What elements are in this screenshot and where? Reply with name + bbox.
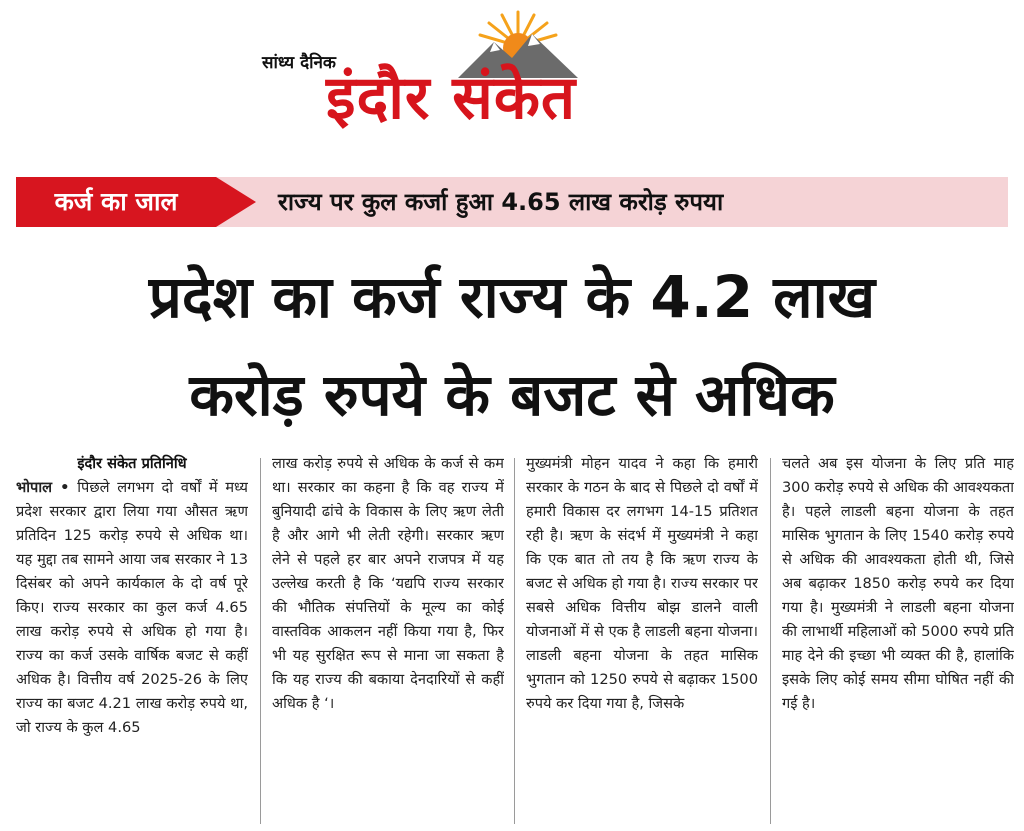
newspaper-name: इंदौर संकेत: [326, 63, 577, 133]
article-column-3: [526, 452, 758, 824]
column-divider: [770, 458, 771, 824]
column-divider: [514, 458, 515, 824]
byline: इंदौर संकेत प्रतिनिधि: [77, 455, 187, 472]
column-4-text: चलते अब इस योजना के लिए प्रति माह 300 करोड़ रुपये से अधिक की आवश्यकता है। पहले लाडली बहना योजना के तहत मासिक भुगतान के लिए 1540 करोड़ रुपये से अधिक की आवश्यकता होती थी, जिसे अब बढ़ाकर 1850 करोड़ रुपये कर दिया गया है। मुख्यमंत्री ने लाडली बहना योजना की लाभार्थी महिलाओं को 5000 रुपये प्रति माह देने की इच्छा भी व्यक्त की है, हालांकि इसके लिए कोई समय सीमा घोषित नहीं की गई है।: [782, 455, 1014, 712]
masthead: [0, 0, 1024, 168]
banner-arrow-icon: [216, 177, 256, 227]
banner-tag: कर्ज का जाल: [16, 177, 216, 227]
headline-line-1: प्रदेश का कर्ज राज्य के 4.2 लाख: [148, 263, 876, 331]
column-divider: [260, 458, 261, 824]
article-column-4: [782, 452, 1014, 824]
column-1-text: पिछले लगभग दो वर्षों में मध्य प्रदेश सरकार द्वारा लिया गया औसत ऋण प्रतिदिन 125 करोड़ रुपये से अधिक था। यह मुद्दा तब सामने आया जब सरकार ने 13 दिसंबर को अपने कार्यकाल के दो वर्ष पूरे किए। राज्य सरकार का कुल कर्ज 4.65 लाख करोड़ रुपये से अधिक हो गया है। राज्य का कर्ज उसके वार्षिक बजट से कहीं अधिक है। वित्तीय वर्ष 2025-26 के लिए राज्य का बजट 4.21 लाख करोड़ रुपये था, जो राज्य के कुल 4.65: [16, 479, 248, 736]
article-column-1: [16, 452, 248, 824]
article-column-2: [272, 452, 504, 824]
kicker-banner: [16, 177, 1008, 227]
column-2-text: लाख करोड़ रुपये से अधिक के कर्ज से कम था। सरकार का कहना है कि वह राज्य में बुनियादी ढांचे के विकास के लिए ऋण लेती है और आगे भी लेती रहेगी। सरकार ऋण लेने से पहले हर बार अपने राजपत्र में यह उल्लेख करती है कि ‘यद्यपि राज्य सरकार की भौतिक संपत्तियों के मूल्य का कोई वास्तविक आकलन नहीं किया गया है, फिर भी यह सुरक्षित रूप से माना जा सकता है कि यह राज्य की बकाया देनदारियों से कहीं अधिक है ‘।: [272, 455, 504, 712]
banner-text: राज्य पर कुल कर्जा हुआ 4.65 लाख करोड़ रुपया: [278, 188, 724, 216]
dateline: भोपाल •: [16, 479, 70, 496]
headline-line-2: करोड़ रुपये के बजट से अधिक: [189, 361, 835, 429]
column-3-text: मुख्यमंत्री मोहन यादव ने कहा कि हमारी सरकार के गठन के बाद से पिछले दो वर्षों में हमारी विकास दर लगभग 14-15 प्रतिशत रही है। ऋण के संदर्भ में मुख्यमंत्री ने कहा कि एक बात तो तय है कि ऋण राज्य के बजट से अधिक हो गया है। राज्य सरकार पर सबसे अधिक वित्तीय बोझ डालने वाली योजनाओं में से एक है लाडली बहना योजना। लाडली बहना योजना के तहत मासिक भुगतान को 1250 रुपये से बढ़ाकर 1500 रुपये कर दिया गया है, जिसके: [526, 455, 758, 712]
masthead-tagline: सांध्य दैनिक: [262, 53, 336, 73]
